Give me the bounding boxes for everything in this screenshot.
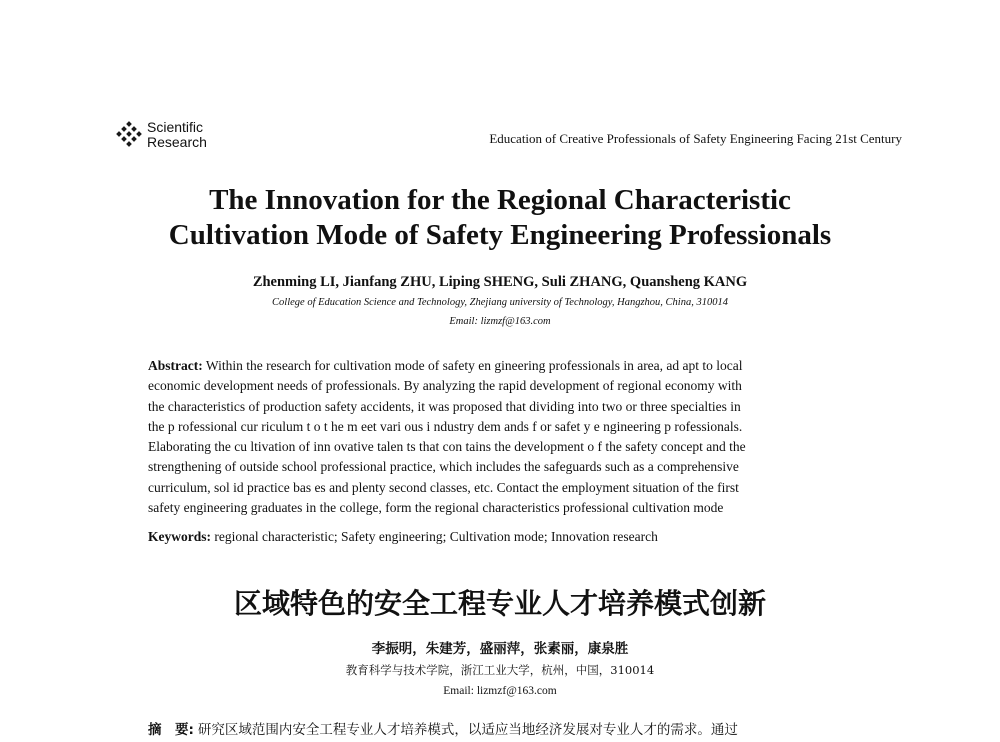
abstract-line — [148, 356, 868, 376]
publisher-logo — [114, 119, 207, 151]
abstract-line: the p rofessional cur riculum t o t he m eet vari ous i ndustry dem ands f or safet y e ngineering p rofessionals. — [148, 418, 743, 434]
chinese-title: 区域特色的安全工程专业人才培养模式创新 — [233, 587, 766, 620]
logo-line-2: Research — [147, 134, 207, 150]
abstract-line: curriculum, sol id practice bas es and plenty second classes, etc. Contact the employment situation of the first — [148, 479, 739, 495]
keywords — [148, 529, 658, 545]
abstract-line: Elaborating the cu ltivation of inn ovative talen ts that con tains the development o f the safety concept and the — [148, 439, 746, 455]
abstract-line: safety engineering graduates in the college, form the regional characteristics professional cultivation mode — [148, 500, 724, 516]
chinese-email-address: Email: lizmzf@163.com — [443, 685, 557, 697]
paper-title-line-1: The Innovation for the Regional Characteristic — [209, 184, 791, 216]
keywords-text: regional characteristic; Safety engineering; Cultivation mode; Innovation research — [214, 529, 658, 544]
abstract — [148, 356, 868, 518]
running-title: Education of Creative Professionals of Safety Engineering Facing 21st Century — [489, 131, 902, 146]
chinese-abstract — [148, 718, 738, 738]
author-list: Zhenming LI, Jianfang ZHU, Liping SHENG, Suli ZHANG, Quansheng KANG — [252, 274, 748, 290]
chinese-affiliation: 教育科学与技术学院，浙江工业大学，杭州，中国，310014 — [345, 663, 655, 677]
chinese-author-list: 李振明，朱建芳，盛丽萍，张素丽，康泉胜 — [371, 641, 629, 657]
abstract-line: the characteristics of production safety accidents, it was proposed that dividing into two or three specialties in — [148, 398, 741, 414]
chinese-abstract-text: 研究区域范围内安全工程专业人才培养模式，以适应当地经济发展对专业人才的需求。通过 — [197, 722, 738, 738]
abstract-text: Within the research for cultivation mode of safety en gineering professionals in area, ad apt to local — [205, 358, 743, 373]
paper-title-line-2: Cultivation Mode of Safety Engineering Professionals — [168, 219, 832, 251]
affiliation: College of Education Science and Technology, Zhejiang university of Technology, Hangzhou, China, 310014 — [272, 297, 728, 308]
abstract-line: strengthening of outside school professional practice, which includes the safeguards such as a comprehensive — [148, 459, 739, 475]
abstract-label: Abstract: — [148, 358, 203, 373]
chinese-abstract-label: 摘 要: — [148, 722, 194, 738]
logo-line-1: Scientific — [147, 119, 204, 135]
abstract-line: economic development needs of professionals. By analyzing the rapid development of regional economy with — [148, 378, 742, 394]
email-address: Email: lizmzf@163.com — [449, 316, 551, 327]
scientific-research-logo-icon — [114, 119, 146, 151]
paper-title — [0, 183, 1000, 253]
keywords-label: Keywords: — [148, 529, 211, 544]
logo-text — [147, 120, 207, 150]
